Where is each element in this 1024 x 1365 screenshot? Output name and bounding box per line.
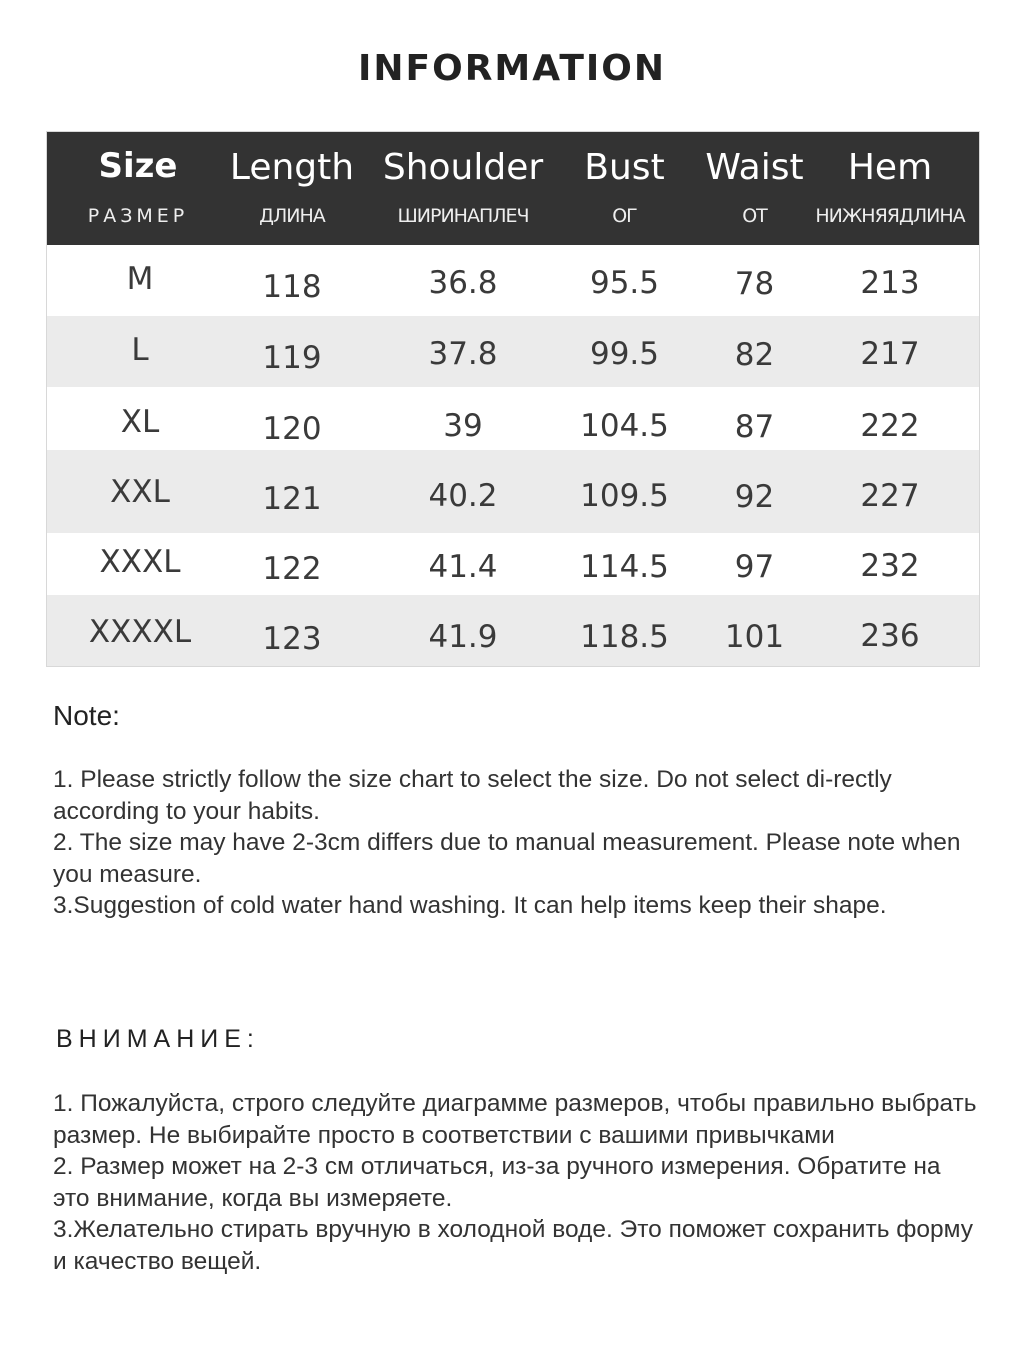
waist-cell — [692, 387, 817, 450]
hem-cell — [809, 533, 971, 595]
hem-cell — [809, 316, 971, 387]
hem-cell — [809, 387, 971, 450]
cell-value: XXXXL — [88, 614, 192, 650]
cell-value: 39 — [443, 408, 483, 444]
cell-value: 37.8 — [428, 336, 498, 372]
cell-value: 114.5 — [580, 549, 669, 585]
size-chart-table — [46, 131, 980, 667]
table-header — [47, 132, 979, 245]
column-label-ru: ШИРИНАПЛЕЧ — [397, 205, 529, 227]
cell-value: XXXL — [99, 544, 181, 580]
cell-value: 123 — [262, 621, 322, 657]
shoulder-cell — [373, 595, 553, 666]
cell-value: 92 — [734, 479, 775, 515]
note-item: 1. Please strictly follow the size chart to select the size. Do not select di-rectly according to your habits. — [53, 766, 892, 825]
column-label-en: Shoulder — [382, 147, 544, 188]
column-header-waist — [692, 132, 817, 245]
column-label-ru: ОТ — [742, 205, 767, 227]
hem-cell — [809, 450, 971, 533]
cell-value: 78 — [734, 266, 775, 302]
note-list — [53, 764, 973, 922]
waist-cell — [692, 245, 817, 316]
cell-value: 119 — [262, 340, 322, 376]
bust-cell — [557, 245, 692, 316]
cell-value: 118 — [262, 269, 322, 305]
column-label-en: Waist — [705, 147, 804, 188]
waist-cell — [692, 533, 817, 595]
table-row — [47, 450, 979, 533]
cell-value: 213 — [860, 265, 920, 301]
bust-cell — [557, 533, 692, 595]
cell-value: L — [131, 332, 149, 368]
cell-value: M — [126, 261, 154, 297]
attention-item: 1. Пожалуйста, строго следуйте диаграмме размеров, чтобы правильно выбрать размер. Не выбирайте просто в соответствии с вашими привычками — [53, 1090, 977, 1149]
column-label-en: Hem — [847, 147, 933, 188]
cell-value: 118.5 — [580, 619, 669, 655]
cell-value: 41.9 — [428, 619, 498, 655]
cell-value: 40.2 — [428, 478, 498, 514]
attention-list — [53, 1088, 983, 1277]
cell-value: 120 — [262, 411, 322, 447]
waist-cell — [692, 450, 817, 533]
cell-value: 236 — [860, 618, 920, 654]
length-cell — [217, 387, 367, 450]
bust-cell — [557, 450, 692, 533]
shoulder-cell — [373, 245, 553, 316]
size-cell — [65, 316, 215, 387]
cell-value: 95.5 — [589, 265, 660, 301]
cell-value: 227 — [860, 478, 920, 514]
cell-value: 99.5 — [589, 336, 660, 372]
table-row — [47, 245, 979, 316]
bust-cell — [557, 595, 692, 666]
column-label-ru: НИЖНЯЯДЛИНА — [815, 205, 965, 227]
note-item: 3.Suggestion of cold water hand washing. It can help items keep their shape. — [53, 892, 887, 919]
column-label-en: Bust — [584, 147, 665, 188]
cell-value: 101 — [724, 619, 785, 655]
length-cell — [217, 595, 367, 666]
cell-value: 121 — [262, 481, 322, 517]
cell-value: 217 — [860, 336, 920, 372]
size-cell — [65, 450, 215, 533]
cell-value: XXL — [110, 474, 170, 510]
cell-value: XL — [120, 404, 160, 440]
column-header-shoulder — [373, 132, 553, 245]
size-cell — [65, 533, 215, 595]
column-header-hem — [809, 132, 971, 245]
shoulder-cell — [373, 533, 553, 595]
column-header-bust — [557, 132, 692, 245]
size-cell — [65, 245, 215, 316]
bust-cell — [557, 316, 692, 387]
length-cell — [217, 245, 367, 316]
column-label-ru: ДЛИНА — [259, 205, 325, 227]
cell-value: 109.5 — [580, 478, 669, 514]
table-row — [47, 533, 979, 595]
length-cell — [217, 450, 367, 533]
note-item: 2. The size may have 2-3cm differs due to manual measurement. Please note when you measure. — [53, 829, 961, 888]
shoulder-cell — [373, 316, 553, 387]
cell-value: 222 — [860, 408, 920, 444]
size-cell — [65, 387, 215, 450]
table-row — [47, 387, 979, 450]
column-header-length — [217, 132, 367, 245]
attention-item: 3.Желательно стирать вручную в холодной воде. Это поможет сохранить форму и качество вещей. — [53, 1216, 974, 1275]
cell-value: 41.4 — [428, 549, 498, 585]
waist-cell — [692, 316, 817, 387]
bust-cell — [557, 387, 692, 450]
cell-value: 36.8 — [428, 265, 498, 301]
column-label-en: Size — [98, 146, 178, 186]
shoulder-cell — [373, 387, 553, 450]
table-row — [47, 595, 979, 666]
waist-cell — [692, 595, 817, 666]
note-heading: Note: — [53, 700, 120, 731]
cell-value: 232 — [860, 548, 920, 584]
cell-value: 82 — [734, 337, 775, 373]
attention-item: 2. Размер может на 2-3 см отличаться, из-за ручного измерения. Обратите на это внимание, когда вы измеряете. — [53, 1153, 941, 1212]
attention-heading: ВНИМАНИЕ: — [56, 1025, 260, 1053]
page-title: INFORMATION — [357, 48, 666, 89]
cell-value: 104.5 — [580, 408, 669, 444]
hem-cell — [809, 245, 971, 316]
shoulder-cell — [373, 450, 553, 533]
size-cell — [65, 595, 215, 666]
column-label-en: Length — [229, 147, 355, 188]
cell-value: 122 — [262, 551, 322, 587]
column-label-ru: ОГ — [612, 205, 637, 227]
column-label-ru: РАЗМЕР — [87, 205, 189, 227]
table-row — [47, 316, 979, 387]
cell-value: 87 — [734, 409, 775, 445]
length-cell — [217, 533, 367, 595]
length-cell — [217, 316, 367, 387]
cell-value: 97 — [734, 549, 775, 585]
hem-cell — [809, 595, 971, 666]
column-header-size — [47, 132, 229, 245]
